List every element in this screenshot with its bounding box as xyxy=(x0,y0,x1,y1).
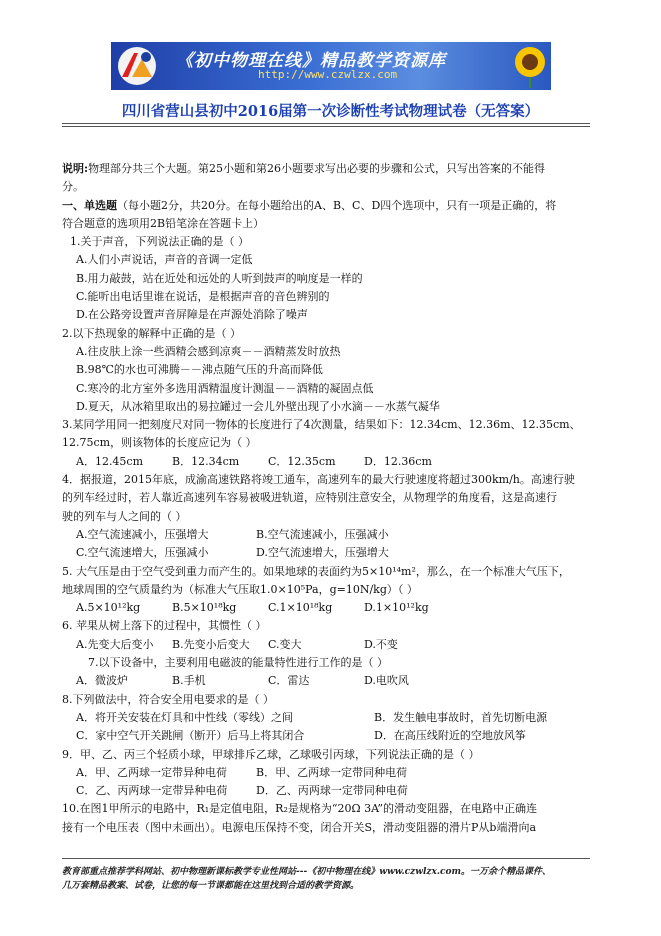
q3-option-c: C．12.35cm xyxy=(268,454,336,468)
q8-options-ab xyxy=(62,709,590,727)
q9-option-b: B．甲、乙两球一定带同种电荷 xyxy=(256,765,408,779)
q9-option-c: C．乙、丙两球一定带异种电荷 xyxy=(76,784,228,798)
q9-options-cd xyxy=(62,782,590,800)
q6-option-b: B.先变小后变大 xyxy=(172,637,250,651)
q4-options-ab xyxy=(62,526,590,544)
page-footer xyxy=(62,865,590,893)
q2-option-a: A.往皮肤上涂一些酒精会感到凉爽－－酒精蒸发时放热 xyxy=(76,344,341,358)
q5-stem-1: 5. 大气压是由于空气受到重力而产生的。如果地球的表面约为5×10¹⁴m²，那么，在一个标准大气压下， xyxy=(62,564,570,578)
q3-stem-2: 12.75cm，则该物体的长度应记为（ ） xyxy=(62,436,257,450)
q2-option-c: C.寒冷的北方室外多选用酒精温度计测温－－酒精的凝固点低 xyxy=(76,381,374,395)
q3-option-b: B．12.34cm xyxy=(172,454,240,468)
q8-stem: 8.下列做法中，符合安全用电要求的是（ ） xyxy=(62,692,274,706)
q4-option-d: D.空气流速增大，压强增大 xyxy=(256,546,389,560)
site-logo-icon xyxy=(116,45,158,87)
q2-stem: 2.以下热现象的解释中正确的是（ ） xyxy=(62,326,241,340)
q8-option-a: A．将开关安装在灯具和中性线（零线）之间 xyxy=(76,710,293,724)
q6-option-c: C.变大 xyxy=(268,637,302,651)
section-label: 一、单选题 xyxy=(62,198,117,212)
q7-option-a: A．微波炉 xyxy=(76,674,128,688)
section-text: （每小题2分，共20分。在每小题给出的A、B、C、D四个选项中，只有一项是正确的，将 xyxy=(117,198,557,212)
q4-option-a: A.空气流速减小，压强增大 xyxy=(76,527,209,541)
section-text-2: 符合题意的选项用2B铅笔涂在答题卡上） xyxy=(62,216,265,230)
q7-option-b: B.手机 xyxy=(172,674,206,688)
banner-title: 《初中物理在线》精品教学资源库 xyxy=(176,51,446,71)
q5-options xyxy=(62,599,590,617)
q6-stem: 6. 苹果从树上落下的过程中，其惯性（ ） xyxy=(62,619,267,633)
q9-stem: 9．甲、乙、丙三个轻质小球，甲球排斥乙球，乙球吸引丙球，下列说法正确的是（ ） xyxy=(62,747,480,761)
q2-option-b: B.98℃的水也可沸腾－－沸点随气压的升高而降低 xyxy=(76,363,323,377)
footer-line-1: 教育部重点推荐学科网站、初中物理新课标教学专业性网站---《初中物理在线》www.czwlzx.com。一万余个精品课件、 xyxy=(62,867,552,877)
q7-stem: 7.以下设备中，主要利用电磁波的能量特性进行工作的是（ ） xyxy=(88,656,388,670)
banner-url: http://www.czwlzx.com xyxy=(258,68,398,81)
footer-divider xyxy=(62,858,590,859)
intro-line-1 xyxy=(62,160,590,178)
exam-content xyxy=(62,160,590,837)
q8-option-d: D．在高压线附近的空地放风筝 xyxy=(374,729,526,743)
q4-option-b: B.空气流速减小，压强减小 xyxy=(256,527,389,541)
q10-stem-2: 接有一个电压表（图中未画出）。电源电压保持不变，闭合开关S，滑动变阻器的滑片P从b端滑向a xyxy=(62,820,537,834)
section-heading xyxy=(62,197,590,215)
q3-stem-1: 3.某同学用同一把刻度尺对同一物体的长度进行了4次测量，结果如下：12.34cm、12.36m、12.35cm、 xyxy=(62,418,581,432)
q7-option-c: C．雷达 xyxy=(268,674,310,688)
intro-text: 物理部分共三个大题。第25小题和第26小题要求写出必要的步骤和公式，只写出答案的不能得 xyxy=(88,162,546,175)
q8-option-c: C．家中空气开关跳闸（断开）后马上将其闭合 xyxy=(76,729,305,743)
q3-option-d: D．12.36cm xyxy=(364,454,432,468)
q5-stem-2: 地球周围的空气质量约为（标准大气压取1.0×10⁵Pa，g=10N/kg）（ ） xyxy=(62,582,418,596)
q4-stem-1: 4．据报道，2015年底，成渝高速铁路将竣工通车，高速列车的最大行驶速度将超过300km/h。高速行驶 xyxy=(62,473,575,487)
q1-option-a: A.人们小声说话，声音的音调一定低 xyxy=(76,253,253,267)
title-divider-bottom xyxy=(62,126,590,127)
q9-option-a: A．甲、乙两球一定带异种电荷 xyxy=(76,765,227,779)
q5-option-c: C.1×10¹⁸kg xyxy=(268,601,333,615)
q2-option-d: D.夏天，从冰箱里取出的易拉罐过一会儿外壁出现了小水滴－－水蒸气凝华 xyxy=(76,399,440,413)
q1-option-c: C.能听出电话里谁在说话，是根据声音的音色辨别的 xyxy=(76,290,330,304)
q1-stem: 1.关于声音，下列说法正确的是（ ） xyxy=(70,235,249,249)
q1-option-d: D.在公路旁设置声音屏障是在声源处消除了噪声 xyxy=(76,308,308,322)
q3-options xyxy=(62,453,590,471)
q4-options-cd xyxy=(62,544,590,562)
intro-label: 说明: xyxy=(62,162,89,175)
intro-line-2: 分。 xyxy=(62,180,84,194)
q5-option-d: D.1×10¹²kg xyxy=(364,601,429,615)
q3-option-a: A．12.45cm xyxy=(76,454,144,468)
q5-option-a: A.5×10¹²kg xyxy=(76,601,141,615)
q4-stem-2: 的列车经过时，若人靠近高速列车容易被吸进轨道，应特别注意安全，从物理学的角度看，这是高速行 xyxy=(62,491,557,505)
q1-option-b: B.用力敲鼓，站在近处和远处的人听到鼓声的响度是一样的 xyxy=(76,271,363,285)
q5-option-b: B.5×10¹⁸kg xyxy=(172,601,237,615)
document-title: 四川省营山县初中2016届第一次诊断性考试物理试卷（无答案） xyxy=(121,103,540,120)
sunflower-icon xyxy=(510,44,550,88)
q9-options-ab xyxy=(62,764,590,782)
q6-option-a: A.先变大后变小 xyxy=(76,637,154,651)
q9-option-d: D．乙、丙两球一定带同种电荷 xyxy=(256,784,408,798)
q8-options-cd xyxy=(62,727,590,745)
q7-option-d: D.电吹风 xyxy=(364,674,409,688)
q6-option-d: D.不变 xyxy=(364,637,398,651)
q6-options xyxy=(62,636,590,654)
q7-options xyxy=(62,672,590,690)
title-divider-top xyxy=(62,123,590,124)
q4-stem-3: 驶的列车与人之间的（ ） xyxy=(62,509,187,523)
q4-option-c: C.空气流速增大，压强减小 xyxy=(76,546,209,560)
q10-stem-1: 10.在图1甲所示的电路中，R₁是定值电阻，R₂是规格为“20Ω 3A”的滑动变阻器，在电路中正确连 xyxy=(62,802,538,816)
q8-option-b: B．发生触电事故时，首先切断电源 xyxy=(374,710,548,724)
footer-line-2: 几万套精品教案、试卷，让您的每一节课都能在这里找到合适的教学资源。 xyxy=(62,881,360,891)
